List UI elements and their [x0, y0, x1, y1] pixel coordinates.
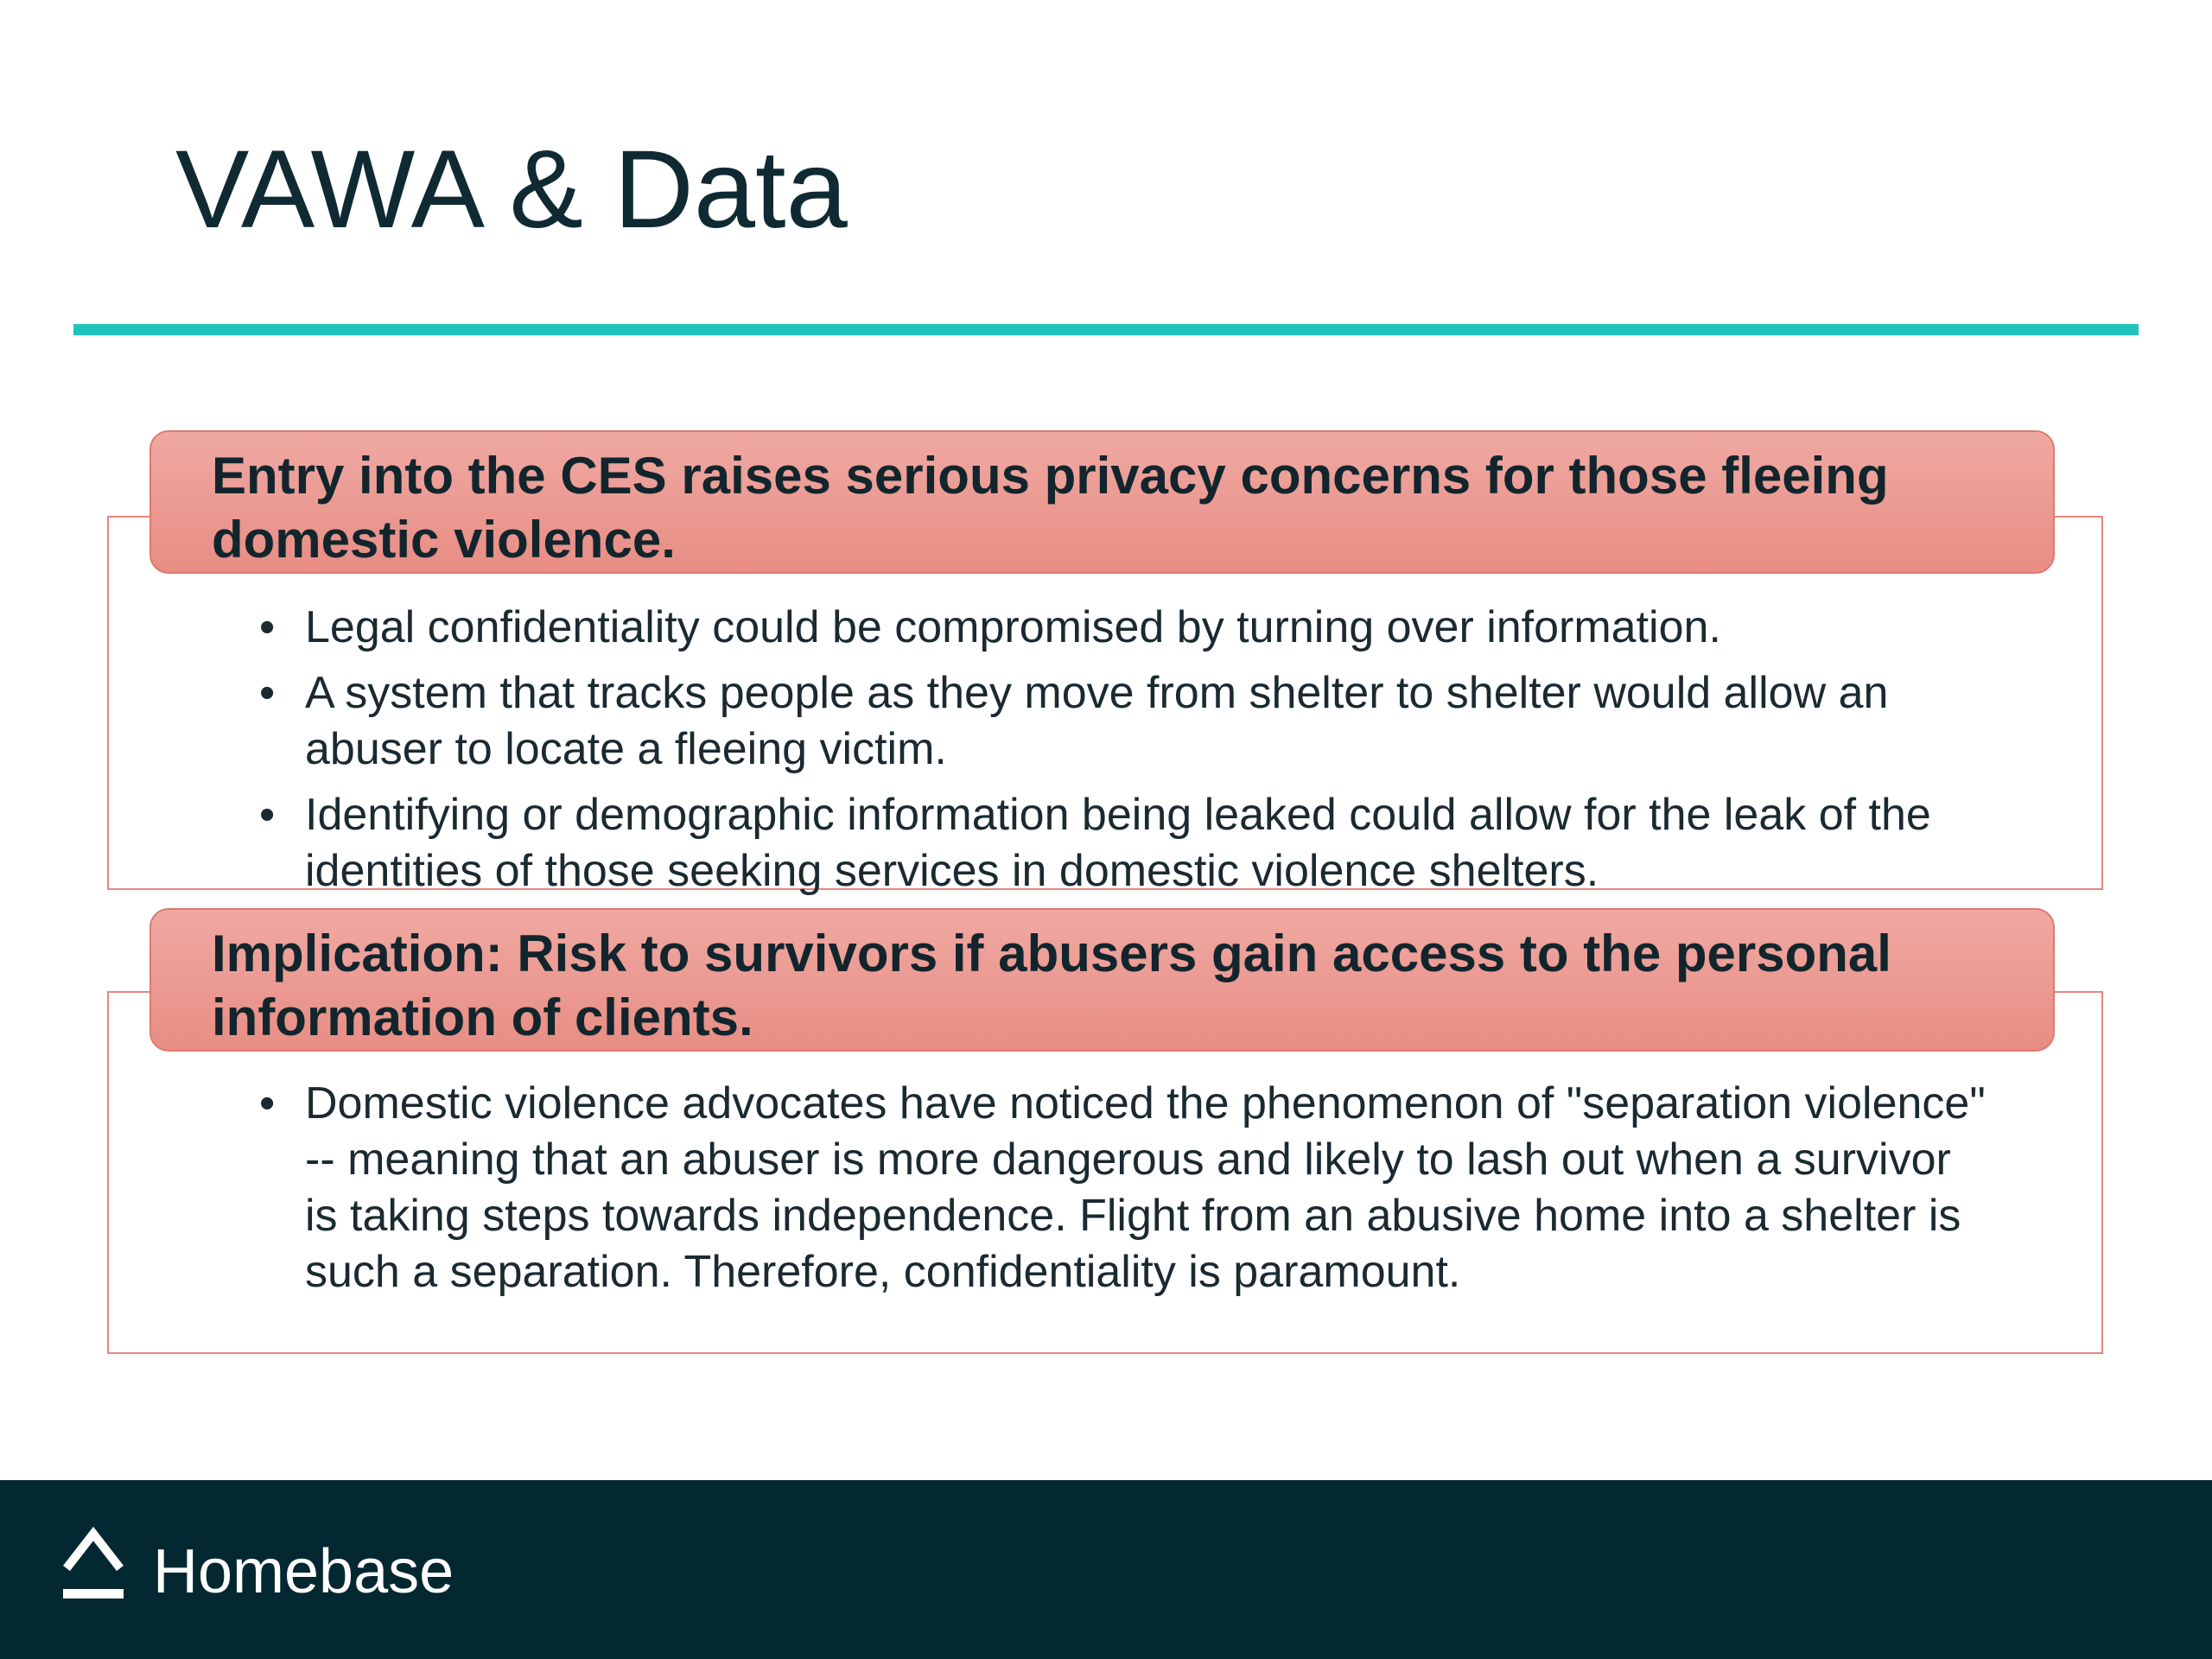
bullet-icon: • — [259, 790, 276, 840]
list-item — [259, 665, 1987, 778]
section-2-bullets — [259, 1076, 1987, 1310]
bullet-text: Domestic violence advocates have noticed the phenomenon of "separation violence" -- meaning that an abuser is more dangerous and likely to lash out when a survivor is taking steps towards independence. Flight from an abusive home into a shelter is such a separation. Therefore, confidentiality is paramount. — [305, 1078, 1986, 1297]
bullet-icon: • — [259, 668, 276, 718]
house-outline-icon — [60, 1523, 126, 1603]
bullet-text: Legal confidentiality could be compromised by turning over information. — [305, 602, 1721, 652]
slide-title: VAWA & Data — [175, 128, 848, 251]
list-item — [259, 600, 1987, 656]
section-1-bullets — [259, 600, 1987, 909]
list-item — [259, 1076, 1987, 1300]
bullet-icon: • — [259, 1078, 276, 1128]
bullet-text: A system that tracks people as they move from shelter to shelter would allow an abuser to locate a fleeing victim. — [305, 668, 1889, 774]
section-2-header: Implication: Risk to survivors if abusers gain access to the personal information of clients. — [149, 908, 2055, 1052]
brand-logo-text: Homebase — [153, 1537, 454, 1606]
bullet-icon: • — [259, 602, 276, 652]
section-1-header: Entry into the CES raises serious privacy concerns for those fleeing domestic violence. — [149, 430, 2055, 574]
list-item — [259, 787, 1987, 899]
bullet-text: Identifying or demographic information being leaked could allow for the leak of the identities of those seeking services in domestic violence shelters. — [305, 790, 1931, 896]
title-divider — [73, 324, 2139, 335]
